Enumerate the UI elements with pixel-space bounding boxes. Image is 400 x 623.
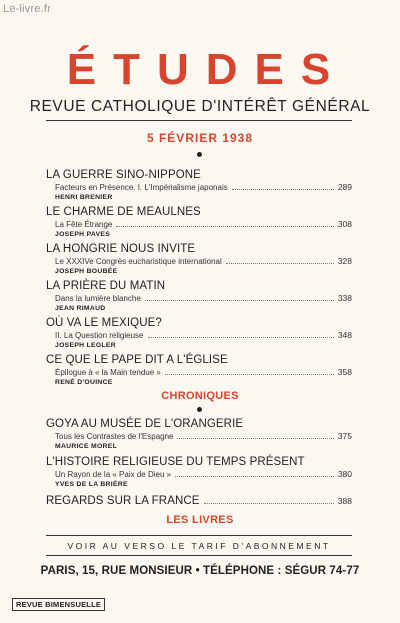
dot-leader — [177, 432, 333, 439]
toc-entry[interactable] — [46, 456, 352, 489]
article-subtitle-row — [46, 293, 352, 304]
dot-leader — [145, 294, 334, 301]
article-author: JOSEPH PAVES — [55, 231, 111, 238]
article-subtitle: II. La Question religieuse — [55, 331, 144, 340]
page-number: 375 — [337, 431, 352, 441]
page-number: 380 — [337, 469, 352, 479]
dot-leader — [175, 470, 334, 477]
notice-bottom-rule — [46, 555, 352, 556]
article-subtitle-row — [46, 256, 352, 267]
toc-entry[interactable] — [46, 280, 352, 313]
notice-top-rule — [46, 535, 352, 536]
article-subtitle: La Fête Étrange — [55, 220, 113, 229]
article-title: LA PRIÈRE DU MATIN — [46, 280, 166, 292]
article-subtitle-row — [46, 367, 352, 378]
article-author: RENÉ D'OUINCE — [55, 379, 113, 386]
regards-title: REGARDS SUR LA FRANCE — [46, 495, 200, 507]
dot-leader — [232, 183, 334, 190]
article-title: LA HONGRIE NOUS INVITE — [46, 243, 196, 255]
dot-leader — [226, 257, 334, 264]
separator-dot — [197, 407, 202, 412]
livres-heading: LES LIVRES — [166, 514, 234, 526]
article-title: CE QUE LE PAPE DIT A L'ÉGLISE — [46, 354, 228, 366]
page-number: 328 — [337, 256, 352, 266]
issue-date: 5 FÉVRIER 1938 — [146, 131, 254, 145]
page-number: 348 — [337, 330, 352, 340]
article-subtitle-row — [46, 219, 352, 230]
magazine-title: ÉTUDES — [66, 45, 348, 94]
separator-dot — [197, 152, 202, 157]
page-number: 308 — [337, 219, 352, 229]
article-subtitle: Le XXXIVe Congrès eucharistique international — [55, 257, 222, 266]
page-number: 358 — [337, 367, 352, 377]
address-line: PARIS, 15, RUE MONSIEUR • TÉLÉPHONE : SÉGUR 74-77 — [40, 565, 360, 577]
toc-entry-regards[interactable] — [46, 495, 352, 508]
article-subtitle-row — [46, 330, 352, 341]
chroniques-heading: CHRONIQUES — [161, 390, 239, 402]
article-subtitle: Facteurs en Présence. I. L'Impérialisme japonais — [55, 183, 228, 192]
article-author: JOSEPH LEGLER — [55, 342, 116, 349]
article-author: HENRI BRENIER — [55, 194, 113, 201]
chronique-subtitle: Un Rayon de la « Paix de Dieu » — [55, 470, 172, 479]
dot-leader — [116, 220, 333, 227]
article-author: JEAN RIMAUD — [55, 305, 106, 312]
chronique-author: YVES DE LA BRIÈRE — [55, 481, 128, 488]
article-author: JOSEPH BOUBÉE — [55, 268, 118, 275]
toc-entry[interactable] — [46, 206, 352, 239]
chronique-author: MAURICE MOREL — [55, 443, 118, 450]
magazine-subtitle: REVUE CATHOLIQUE D'INTÉRÊT GÉNÉRAL — [29, 98, 371, 115]
page-number: 338 — [337, 293, 352, 303]
chronique-title: GOYA AU MUSÉE DE L'ORANGERIE — [46, 418, 244, 430]
watermark: Le-livre.fr — [3, 3, 52, 15]
chronique-subtitle-row — [46, 431, 352, 442]
dot-leader — [165, 368, 334, 375]
article-title: OÙ VA LE MEXIQUE? — [46, 317, 162, 329]
subscription-notice: VOIR AU VERSO LE TARIF D'ABONNEMENT — [67, 541, 331, 551]
toc-entry[interactable] — [46, 169, 352, 202]
dot-leader — [204, 497, 334, 504]
article-subtitle: Dans la lumière blanche — [55, 294, 141, 303]
toc-entry[interactable] — [46, 243, 352, 276]
chronique-title: L'HISTOIRE RELIGIEUSE DU TEMPS PRÉSENT — [46, 456, 305, 468]
page-number: 388 — [337, 496, 352, 506]
article-title: LA GUERRE SINO-NIPPONE — [46, 169, 201, 181]
revue-label: REVUE BIMENSUELLE — [12, 598, 105, 611]
toc-entry[interactable] — [46, 418, 352, 451]
top-rule — [46, 120, 352, 121]
article-subtitle-row — [46, 182, 352, 193]
article-subtitle: Épilogue à « la Main tendue » — [55, 368, 161, 377]
article-title: LE CHARME DE MEAULNES — [46, 206, 201, 218]
toc-entry[interactable] — [46, 354, 352, 387]
page-number: 289 — [337, 182, 352, 192]
chronique-subtitle-row — [46, 469, 352, 480]
chronique-subtitle: Tous les Contrastes de l'Espagne — [55, 432, 174, 441]
toc-entry[interactable] — [46, 317, 352, 350]
dot-leader — [148, 331, 334, 338]
